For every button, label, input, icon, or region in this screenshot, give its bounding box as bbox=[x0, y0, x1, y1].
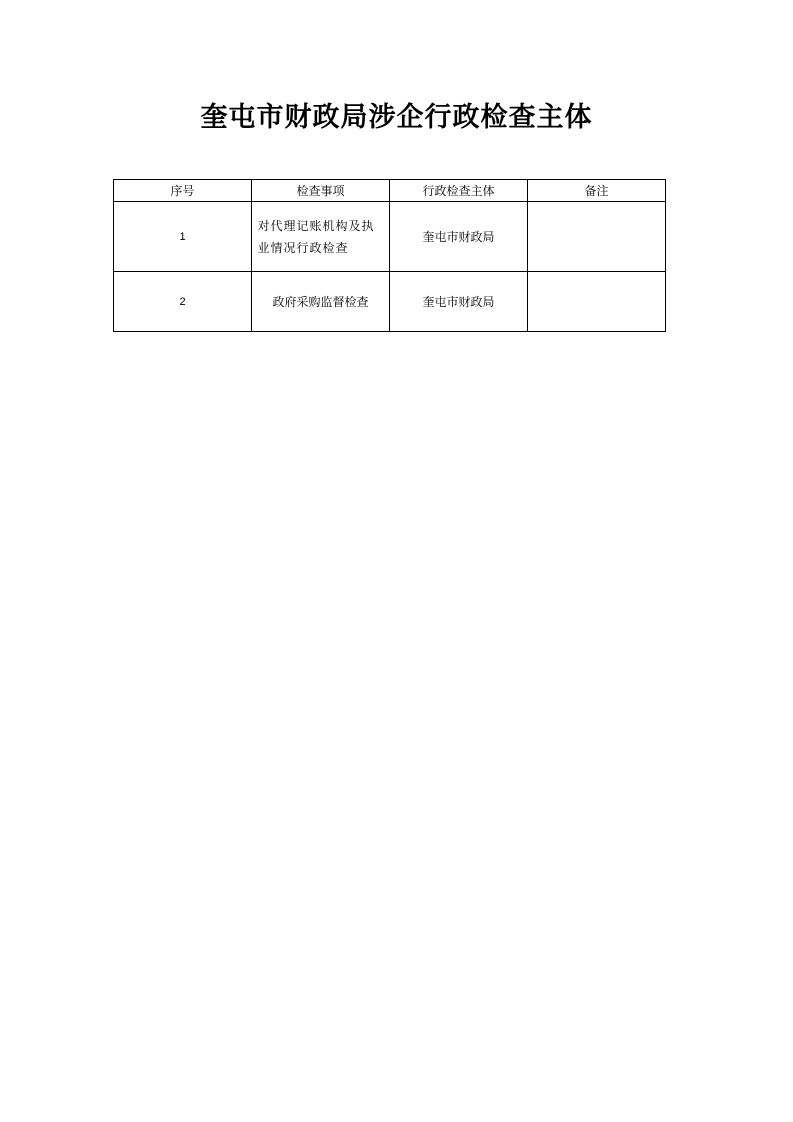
header-serial-number: 序号 bbox=[114, 180, 252, 202]
row-serial-number: 1 bbox=[114, 202, 252, 272]
row-inspection-subject-cell bbox=[390, 272, 528, 332]
header-inspection-item: 检查事项 bbox=[252, 180, 390, 202]
inspection-subject-table bbox=[113, 179, 666, 332]
row-inspection-subject-cell bbox=[390, 202, 528, 272]
row-remarks bbox=[528, 272, 666, 332]
row-inspection-item: 对代理记账机构及执业情况行政检查 bbox=[257, 218, 375, 255]
document-title: 奎屯市财政局涉企行政检查主体 bbox=[200, 102, 593, 133]
table-header-row bbox=[114, 180, 666, 202]
row-serial-number: 2 bbox=[114, 272, 252, 332]
header-remarks: 备注 bbox=[528, 180, 666, 202]
row-inspection-subject: 奎屯市财政局 bbox=[422, 229, 495, 244]
row-inspection-item-cell bbox=[252, 202, 390, 272]
row-inspection-subject: 奎屯市财政局 bbox=[422, 294, 495, 309]
row-remarks bbox=[528, 202, 666, 272]
table-row bbox=[114, 272, 666, 332]
row-inspection-item: 政府采购监督检查 bbox=[272, 294, 369, 309]
header-inspection-subject: 行政检查主体 bbox=[390, 180, 528, 202]
table-row bbox=[114, 202, 666, 272]
row-inspection-item-cell bbox=[252, 272, 390, 332]
